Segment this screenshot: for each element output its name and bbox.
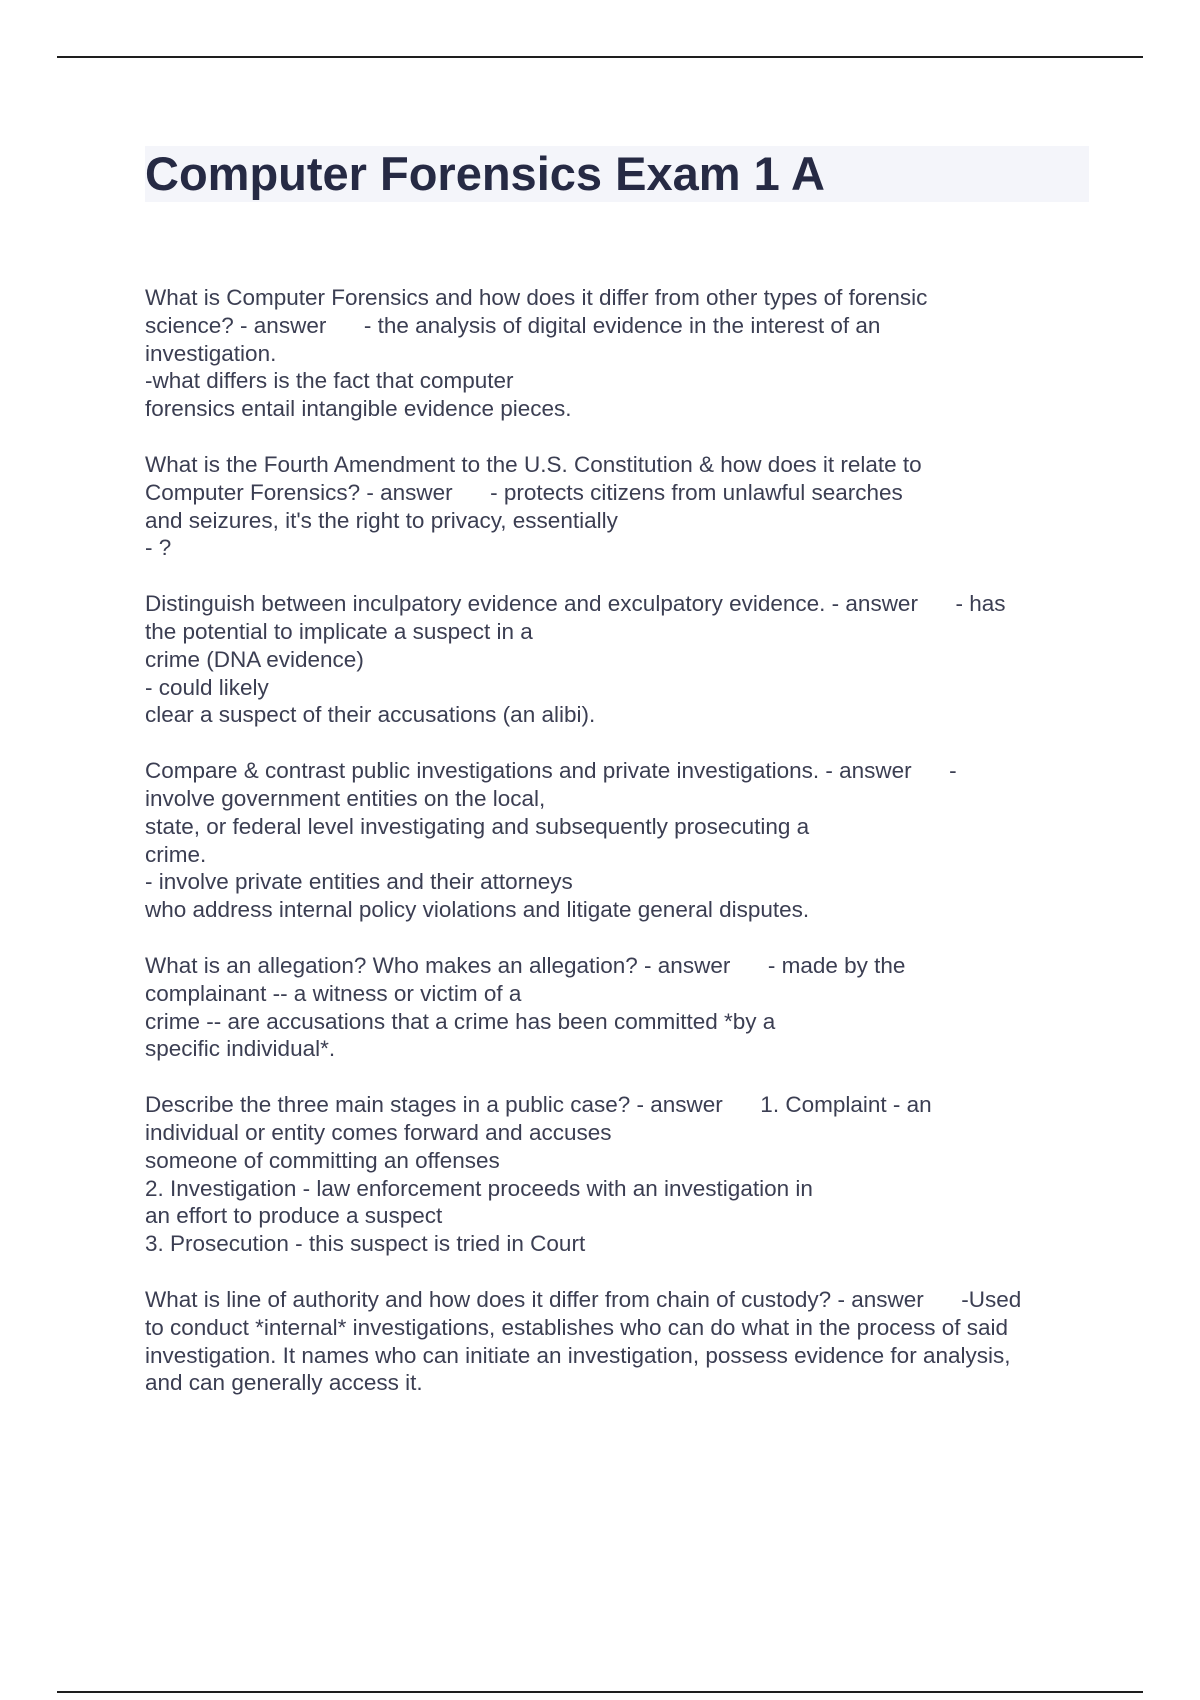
- qa-line: complainant -- a witness or victim of a: [145, 980, 522, 1006]
- qa-item-6: [145, 1091, 1105, 1258]
- qa-item-7: [145, 1286, 1105, 1397]
- qa-line: forensics entail intangible evidence pieces.: [145, 396, 572, 422]
- qa-list: [145, 284, 1105, 1425]
- qa-line: an effort to produce a suspect: [145, 1203, 443, 1229]
- qa-line: -what differs is the fact that computer: [145, 368, 514, 394]
- qa-line: investigation. It names who can initiate an investigation, possess evidence for analysis,: [145, 1342, 1011, 1368]
- qa-line: who address internal policy violations and litigate general disputes.: [145, 897, 810, 923]
- qa-line: What is line of authority and how does it differ from chain of custody? - answer -Used: [145, 1286, 1022, 1312]
- qa-line: 3. Prosecution - this suspect is tried in Court: [145, 1231, 586, 1257]
- qa-line: and can generally access it.: [145, 1370, 423, 1396]
- qa-item-3: [145, 590, 1105, 729]
- qa-line: - involve private entities and their attorneys: [145, 869, 573, 895]
- footer-rule: [57, 1691, 1143, 1693]
- qa-line: What is Computer Forensics and how does it differ from other types of forensic: [145, 285, 928, 310]
- qa-line: What is an allegation? Who makes an allegation? - answer - made by the: [145, 952, 906, 978]
- header-rule: [57, 56, 1143, 58]
- qa-line: to conduct *internal* investigations, establishes who can do what in the process of said: [145, 1314, 1009, 1340]
- qa-item-2: [145, 451, 1105, 562]
- qa-line: state, or federal level investigating and subsequently prosecuting a: [145, 813, 810, 839]
- qa-line: Describe the three main stages in a public case? - answer 1. Complaint - an: [145, 1092, 932, 1118]
- qa-line: Computer Forensics? - answer - protects citizens from unlawful searches: [145, 479, 903, 505]
- qa-line: the potential to implicate a suspect in a: [145, 618, 533, 644]
- qa-line: clear a suspect of their accusations (an alibi).: [145, 702, 596, 728]
- qa-line: Distinguish between inculpatory evidence and exculpatory evidence. - answer - has: [145, 591, 1006, 617]
- qa-item-5: [145, 952, 1105, 1063]
- qa-line: crime (DNA evidence): [145, 646, 364, 672]
- qa-line: specific individual*.: [145, 1036, 336, 1062]
- qa-line: and seizures, it's the right to privacy, essentially: [145, 507, 618, 533]
- qa-line: investigation.: [145, 340, 277, 366]
- qa-line: 2. Investigation - law enforcement proceeds with an investigation in: [145, 1175, 813, 1201]
- qa-line: Compare & contrast public investigations and private investigations. - answer -: [145, 758, 957, 784]
- qa-line: individual or entity comes forward and accuses: [145, 1119, 612, 1145]
- qa-item-1: [145, 284, 1105, 423]
- qa-line: involve government entities on the local,: [145, 785, 546, 811]
- qa-line: - could likely: [145, 674, 269, 700]
- qa-item-4: [145, 757, 1105, 924]
- qa-line: - ?: [145, 535, 172, 561]
- qa-line: someone of committing an offenses: [145, 1147, 500, 1173]
- qa-line: science? - answer - the analysis of digital evidence in the interest of an: [145, 312, 881, 338]
- qa-line: crime -- are accusations that a crime has been committed *by a: [145, 1008, 776, 1034]
- qa-line: What is the Fourth Amendment to the U.S. Constitution & how does it relate to: [145, 451, 922, 477]
- qa-line: crime.: [145, 841, 207, 867]
- document-title: Computer Forensics Exam 1 A: [145, 147, 825, 200]
